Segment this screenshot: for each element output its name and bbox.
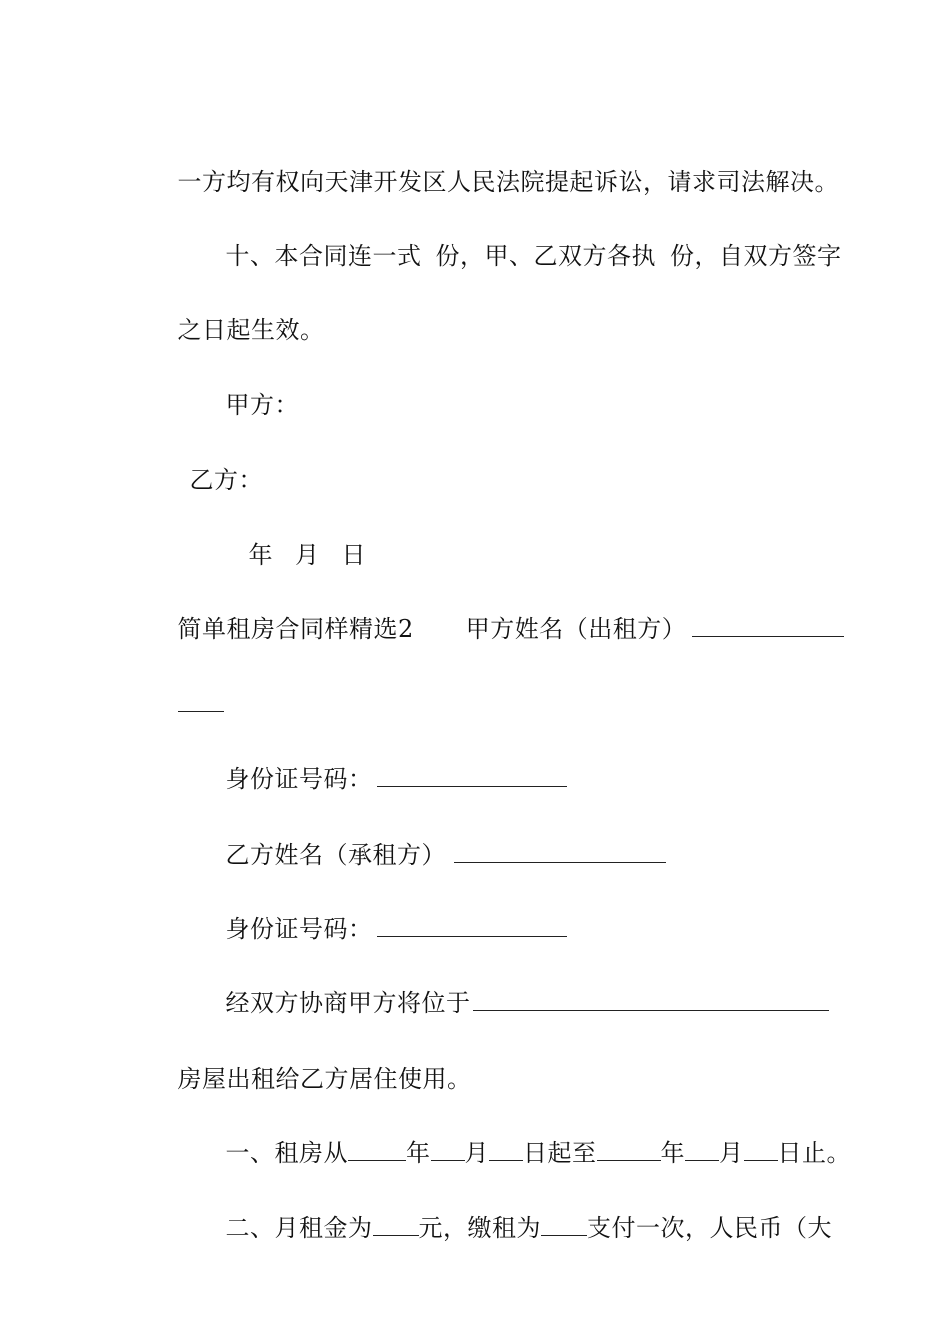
start-year-label: 年 xyxy=(406,1139,431,1167)
date-year-label: 年 xyxy=(248,541,274,569)
end-day-label: 日止。 xyxy=(777,1139,852,1167)
start-month-label: 月 xyxy=(464,1139,490,1167)
party-a-name-blank-tail xyxy=(178,689,224,712)
start-day-blank xyxy=(489,1138,523,1161)
contract-title-line xyxy=(145,584,844,674)
clause-ten-part-1: 十、本合同连一式 xyxy=(225,242,422,270)
party-a-id-label: 身份证号码： xyxy=(225,765,373,793)
date-month-label: 月 xyxy=(295,541,320,569)
end-year-label: 年 xyxy=(660,1139,686,1167)
paragraph-effective-date: 之日起生效。 xyxy=(177,316,325,344)
party-b-id-blank xyxy=(377,914,567,937)
rent-amount-blank xyxy=(373,1213,419,1236)
end-month-blank xyxy=(685,1138,719,1161)
paragraph-lawsuit-clause: 一方均有权向天津开发区人民法院提起诉讼，请求司法解决。 xyxy=(177,168,840,196)
party-b-name-label: 乙方姓名（承租方） xyxy=(225,841,447,869)
clause-ten-part-2: 份，甲、乙双方各执 xyxy=(435,242,657,270)
party-a-signature-label: 甲方： xyxy=(225,391,300,419)
party-b-id-label: 身份证号码： xyxy=(225,915,373,943)
property-usage-line: 房屋出租给乙方居住使用。 xyxy=(177,1065,472,1093)
party-a-name-blank xyxy=(692,614,844,637)
contract-title: 简单租房合同样精选2 xyxy=(177,615,414,643)
property-location-label: 经双方协商甲方将位于 xyxy=(225,989,471,1017)
start-year-blank xyxy=(348,1138,406,1161)
end-month-label: 月 xyxy=(719,1139,744,1167)
start-day-label: 日起至 xyxy=(523,1139,597,1167)
rent-unit-label: 元，缴租为 xyxy=(418,1214,542,1242)
end-day-blank xyxy=(744,1138,778,1161)
party-b-name-blank xyxy=(454,840,666,863)
payment-period-blank xyxy=(541,1213,587,1236)
end-year-blank xyxy=(597,1138,661,1161)
property-location-blank xyxy=(473,988,829,1011)
date-day-label: 日 xyxy=(341,541,367,569)
clause-ten-part-3: 份，自双方签字 xyxy=(670,242,842,270)
lease-term-prefix: 一、租房从 xyxy=(225,1139,349,1167)
party-a-name-label: 甲方姓名（出租方） xyxy=(465,615,687,643)
start-month-blank xyxy=(431,1138,465,1161)
payment-suffix: 支付一次，人民币（大 xyxy=(587,1214,833,1242)
rent-amount-line xyxy=(193,1183,832,1273)
party-b-signature-label: 乙方： xyxy=(189,466,264,494)
rent-prefix: 二、月租金为 xyxy=(225,1214,373,1242)
party-a-id-blank xyxy=(377,764,567,787)
